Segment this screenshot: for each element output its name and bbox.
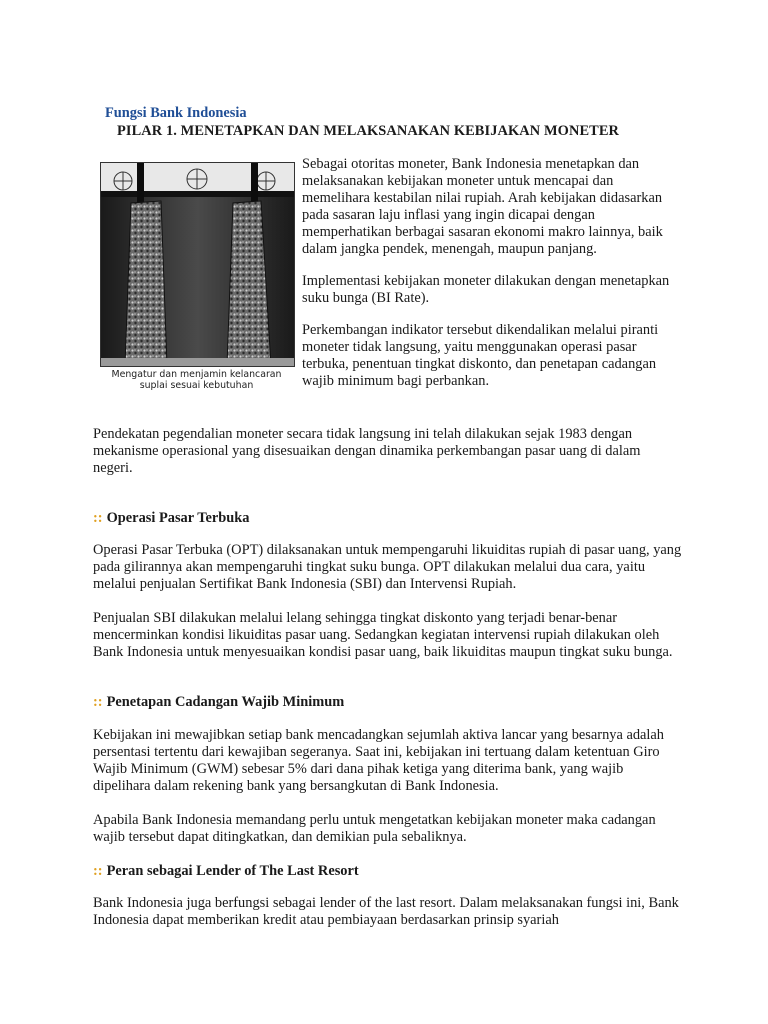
intro-paragraph: Sebagai otoritas moneter, Bank Indonesia menetapkan dan melaksanakan kebijakan moneter untuk mencapai dan memelihara kestabilan nilai rupiah. Arah kebijakan didasarkan pada sasaran laju inflasi yang ingin dicapai dengan memperhatikan berbagai sasaran ekonomi makro lainnya, baik dalam jangka pendek, menengah, maupun panjang. [302,156,663,257]
section-heading [93,694,683,711]
section-body [93,812,683,846]
section-body [93,542,683,593]
section-paragraph: Bank Indonesia juga berfungsi sebagai lender of the last resort. Dalam melaksanakan fungsi ini, Bank Indonesia dapat memberikan kredit atau pembiayaan berdasarkan prinsip syariah [93,895,679,928]
section-bullet-icon: :: [93,863,103,879]
section-operasi-pasar-terbuka [93,510,683,527]
section-heading [93,510,683,527]
section-penetapan-cadangan-wajib-minimum [93,694,683,711]
section-bullet-icon: :: [93,694,103,710]
section-paragraph: Apabila Bank Indonesia memandang perlu untuk mengetatkan kebijakan moneter maka cadangan wajib tersebut dapat ditingkatkan, dan demikian pula sebaliknya. [93,812,656,845]
section-body [93,727,683,795]
section-paragraph: Penjualan SBI dilakukan melalui lelang sehingga tingkat diskonto yang terjadi benar-benar mencerminkan kondisi likuiditas pasar uang. Sedangkan kegiatan intervensi rupiah dilakukan oleh Bank Indonesia untuk menyesuaikan kondisi pasar uang, baik likuiditas maupun tingkat suku bunga. [93,610,673,660]
intro-paragraph: Perkembangan indikator tersebut dikendalikan melalui piranti moneter tidak langsung, yaitu menggunakan operasi pasar terbuka, penentuan tingkat diskonto, dan penetapan cadangan wajib minimum bagi perbankan. [302,322,659,389]
document-title: Fungsi Bank Indonesia [105,105,247,121]
intro-paragraph: Implementasi kebijakan moneter dilakukan dengan menetapkan suku bunga (BI Rate). [302,273,670,306]
figure [100,162,297,391]
approach-text [93,426,683,477]
sluice-gate-photo [100,162,295,367]
section-heading-label: Operasi Pasar Terbuka [106,510,250,526]
section-paragraph: Operasi Pasar Terbuka (OPT) dilaksanakan untuk mempengaruhi likuiditas rupiah di pasar uang, yang pada gilirannya akan mempengaruhi tingkat suku bunga. OPT dilakukan melalui dua cara, yaitu melalui penjualan Sertifikat Bank Indonesia (SBI) dan Intervensi Rupiah. [93,542,682,592]
section-paragraph: Kebijakan ini mewajibkan setiap bank mencadangkan sejumlah aktiva lancar yang besarnya adalah persentasi tertentu dari kewajiban segeranya. Saat ini, kebijakan ini tertuang dalam ketentuan Giro Wajib Minimum (GWM) sebesar 5% dari dana pihak ketiga yang diterima bank, yang wajib dipelihara dalam rekening bank yang bersangkutan di Bank Indonesia. [93,727,665,794]
section-body [93,610,683,661]
section-body [93,895,683,929]
section-heading-label: Penetapan Cadangan Wajib Minimum [106,694,345,710]
section-heading [93,863,683,880]
intro-text [302,156,684,405]
photo-caption: Mengatur dan menjamin kelancaran suplai sesuai kebutuhan [111,369,282,391]
section-lender-of-last-resort [93,863,683,880]
section-bullet-icon: :: [93,510,103,526]
pillar-heading: PILAR 1. MENETAPKAN DAN MELAKSANAKAN KEBIJAKAN MONETER [117,123,620,139]
approach-paragraph: Pendekatan pegendalian moneter secara tidak langsung ini telah dilakukan sejak 1983 dengan mekanisme operasional yang disesuaikan dengan dinamika perkembangan pasar uang di dalam negeri. [93,426,641,476]
section-heading-label: Peran sebagai Lender of The Last Resort [106,863,359,879]
